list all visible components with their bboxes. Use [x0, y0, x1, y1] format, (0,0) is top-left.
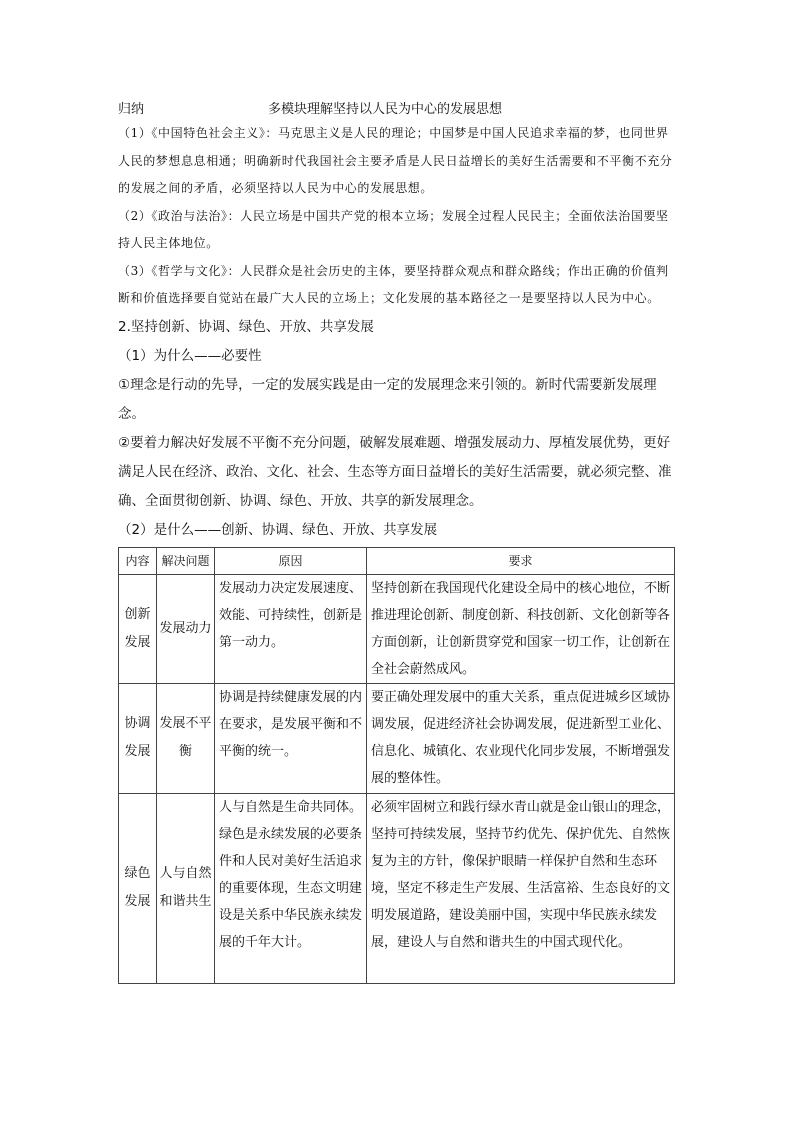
header-content: 内容 [119, 547, 157, 574]
development-table [118, 547, 675, 984]
row-problem: 发展不平衡 [157, 683, 215, 793]
summary-item-2: （2）《政治与法治》：人民立场是中国共产党的根本立场；发展全过程人民民主；全面依法治国要坚持人民主体地位。 [118, 208, 669, 250]
row-problem: 人与自然和谐共生 [157, 793, 215, 983]
section-title: 2.坚持创新、协调、绿色、开放、共享发展 [118, 318, 374, 335]
row-requirement: 坚持创新在我国现代化建设全局中的核心地位，不断推进理论创新、制度创新、科技创新、文化创新等各方面创新，让创新贯穿党和国家一切工作，让创新在全社会蔚然成风。 [367, 574, 675, 683]
row-content: 绿色发展 [119, 793, 157, 983]
table-header-row [119, 547, 675, 574]
table-row [119, 683, 675, 793]
heading-title: 多模块理解坚持以人民为中心的发展思想 [268, 102, 503, 117]
table-row [119, 574, 675, 683]
row-requirement: 必须牢固树立和践行绿水青山就是金山银山的理念，坚持可持续发展，坚持节约优先、保护优先、自然恢复为主的方针，像保护眼睛一样保护自然和生态环境，坚定不移走生产发展、生活富裕、生态良好的文明发展道路，建设美丽中国，实现中华民族永续发展，建设人与自然和谐共生的中国式现代化。 [367, 793, 675, 983]
table-row [119, 793, 675, 983]
header-requirement: 要求 [367, 547, 675, 574]
row-content: 创新发展 [119, 574, 157, 683]
header-reason: 原因 [215, 547, 367, 574]
why-point-1: ①理念是行动的先导，一定的发展实践是由一定的发展理念来引领的。新时代需要新发展理念。 [118, 376, 657, 422]
what-title: （2）是什么——创新、协调、绿色、开放、共享发展 [118, 521, 438, 538]
row-reason: 发展动力决定发展速度、效能、可持续性，创新是第一动力。 [215, 574, 367, 683]
row-content: 协调发展 [119, 683, 157, 793]
why-title: （1）为什么——必要性 [118, 347, 262, 364]
header-problem: 解决问题 [157, 547, 215, 574]
row-reason: 协调是持续健康发展的内在要求，是发展平衡和不平衡的统一。 [215, 683, 367, 793]
row-reason: 人与自然是生命共同体。绿色是永续发展的必要条件和人民对美好生活追求的重要体现，生态文明建设是关系中华民族永续发展的千年大计。 [215, 793, 367, 983]
row-requirement: 要正确处理发展中的重大关系，重点促进城乡区域协调发展，促进经济社会协调发展，促进新型工业化、信息化、城镇化、农业现代化同步发展，不断增强发展的整体性。 [367, 683, 675, 793]
why-point-2: ②要着力解决好发展不平衡不充分问题，破解发展难题、增强发展动力、厚植发展优势，更好满足人民在经济、政治、文化、社会、生态等方面日益增长的美好生活需要，就必须完整、准确、全面贯彻创新、协调、绿色、开放、共享的新发展理念。 [118, 434, 672, 509]
heading-label: 归纳 [118, 102, 145, 117]
summary-item-3: （3）《哲学与文化》：人民群众是社会历史的主体，要坚持群众观点和群众路线；作出正确的价值判断和价值选择要自觉站在最广大人民的立场上；文化发展的基本路径之一是要坚持以人民为中心。 [118, 263, 669, 305]
row-problem: 发展动力 [157, 574, 215, 683]
summary-item-1: （1）《中国特色社会主义》：马克思主义是人民的理论；中国梦是中国人民追求幸福的梦，也同世界人民的梦想息息相通；明确新时代我国社会主要矛盾是人民日益增长的美好生活需要和不平衡不充分的发展之间的矛盾，必须坚持以人民为中心的发展思想。 [118, 126, 673, 195]
summary-heading [118, 96, 678, 120]
document-page [118, 96, 678, 984]
